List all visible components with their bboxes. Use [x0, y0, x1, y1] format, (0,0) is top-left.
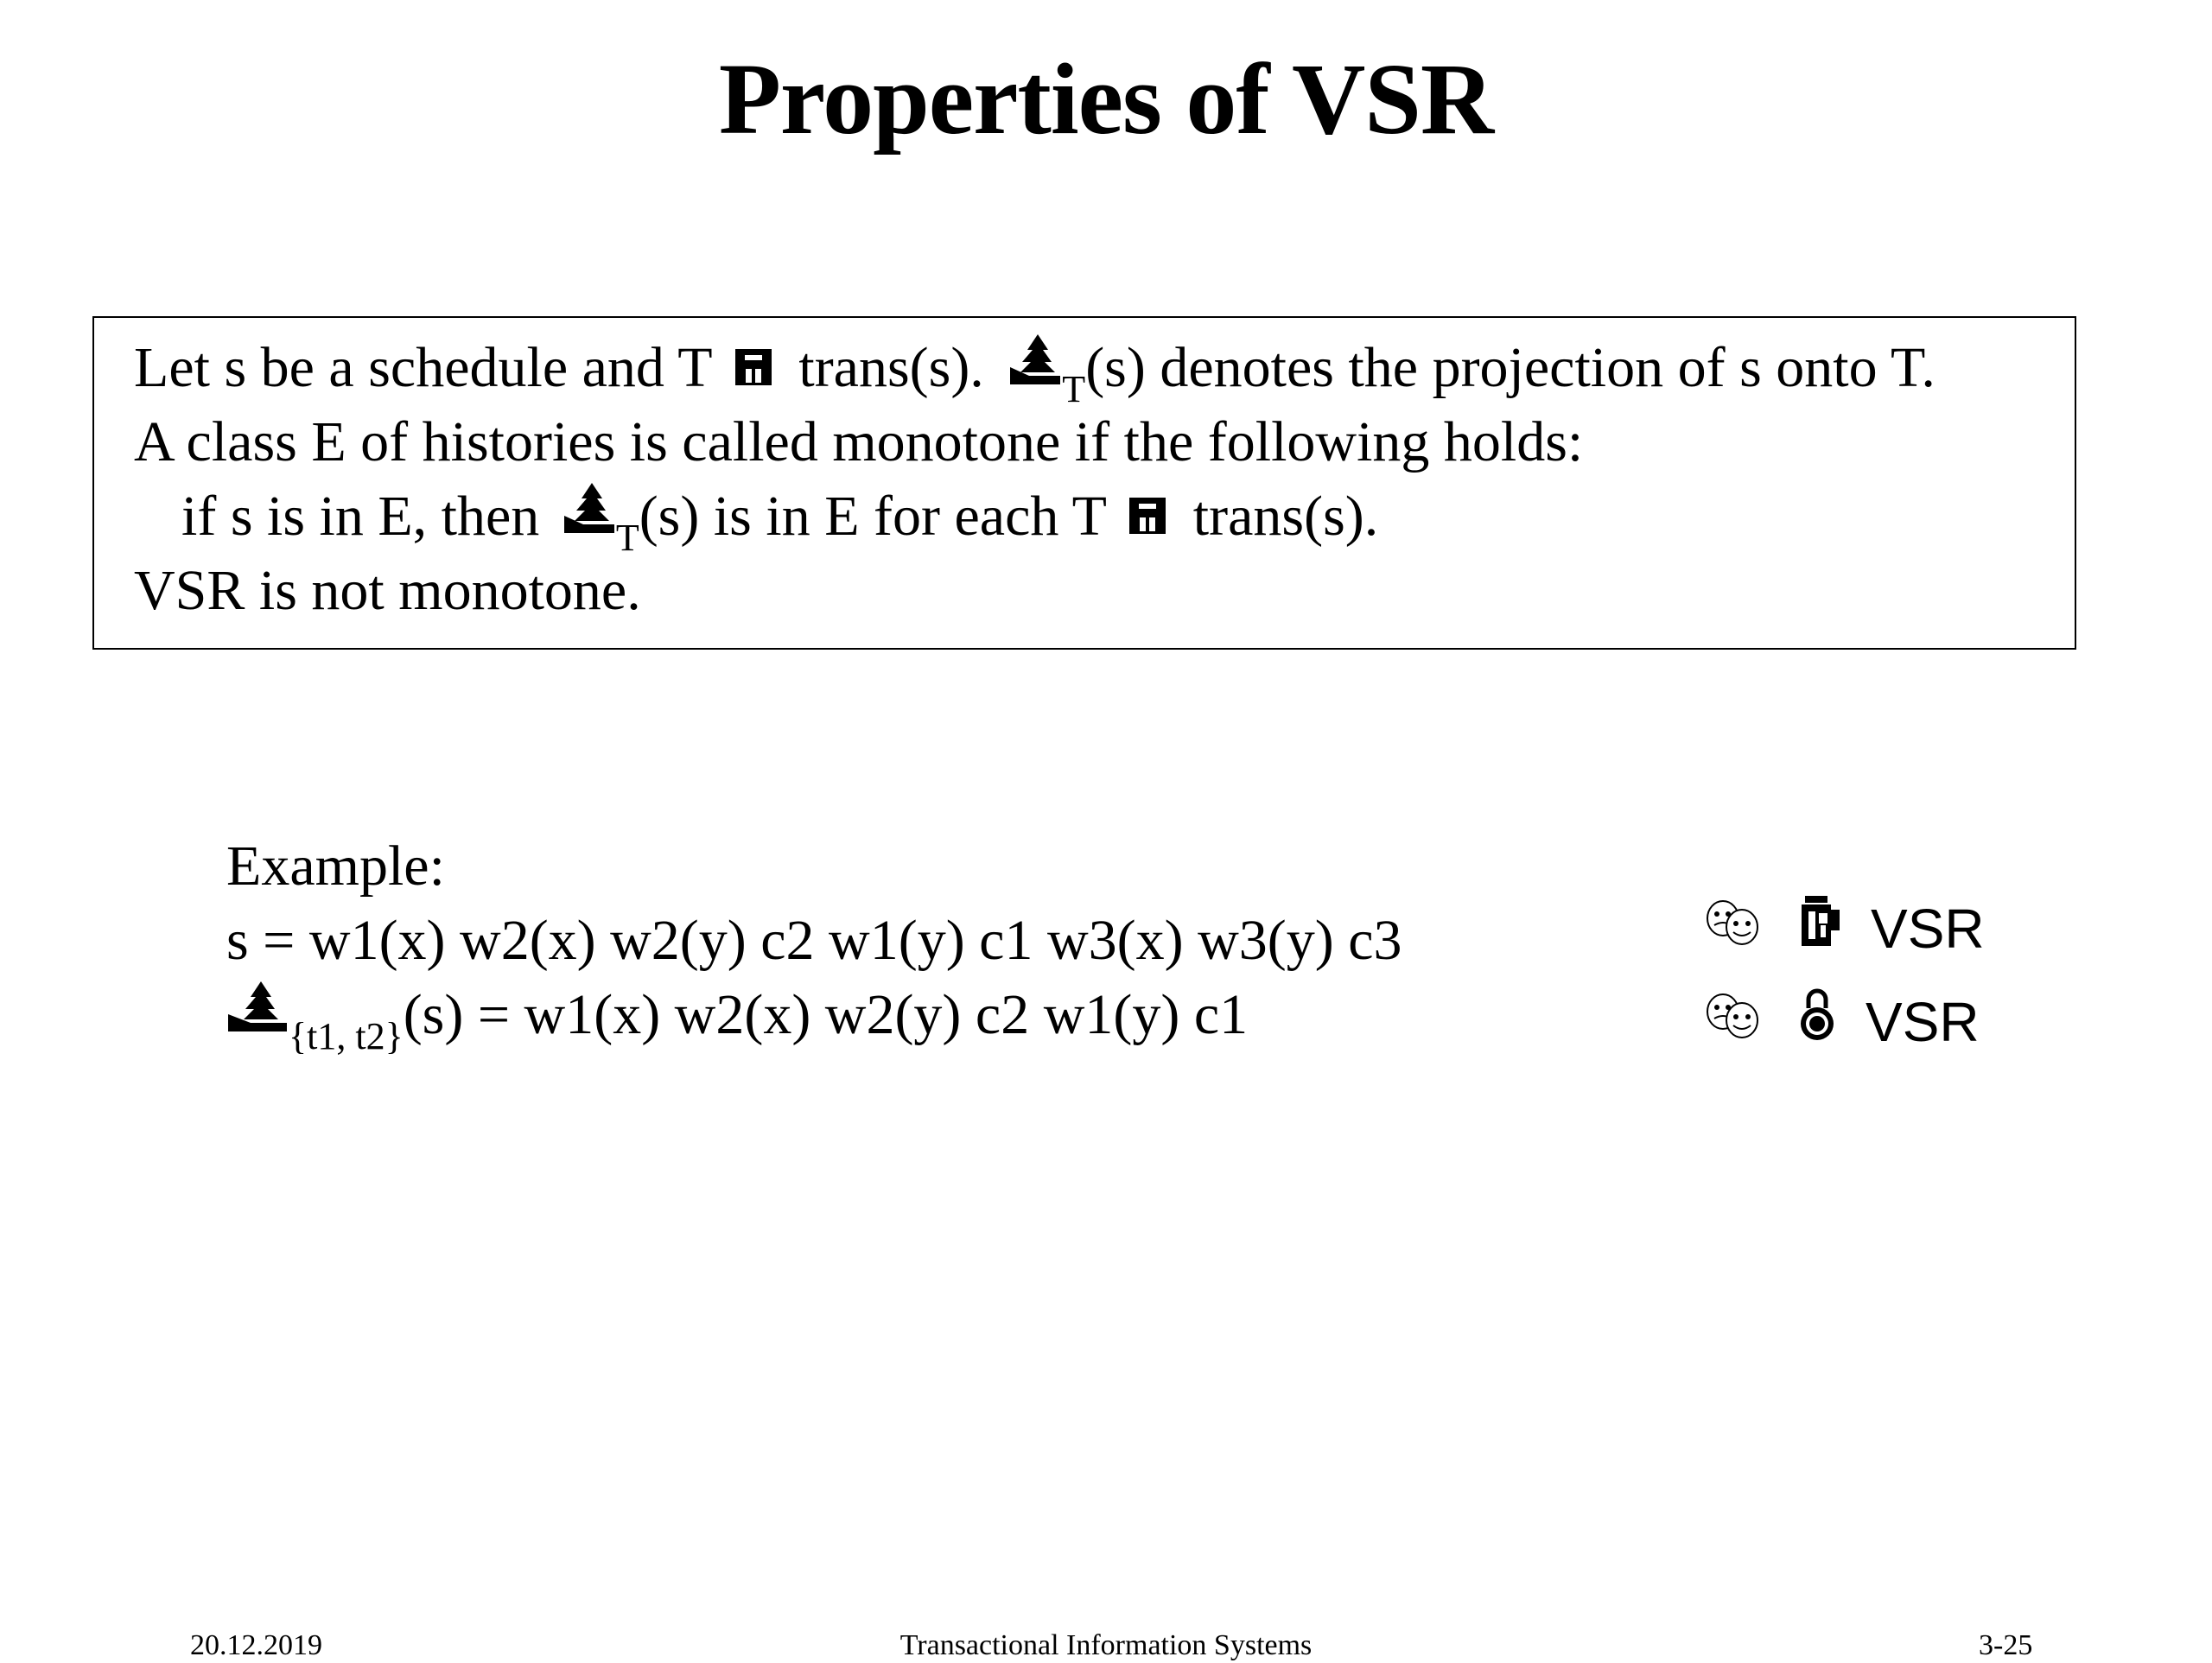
example-projection — [226, 978, 1248, 1058]
definition-text: trans(s). — [798, 336, 984, 399]
element-of-symbol-icon — [1128, 497, 1166, 535]
in-symbol-icon — [1798, 986, 1836, 1060]
element-of-symbol-icon — [734, 348, 772, 386]
example-schedule: s = w1(x) w2(x) w2(y) c2 w1(y) c1 w3(x) w3(y) c3 — [226, 909, 1402, 972]
definition-line-1 — [134, 331, 1936, 411]
definition-text: (s) denotes the projection of s onto T. — [1085, 336, 1936, 399]
projection-symbol-icon — [226, 980, 289, 1033]
status-row-2 — [1704, 985, 1980, 1060]
projection-expression: (s) = w1(x) w2(x) w2(y) c2 w1(y) c1 — [403, 983, 1249, 1046]
footer-date: 20.12.2019 — [190, 1629, 322, 1661]
projection-subscript: T — [615, 517, 639, 559]
definition-text: trans(s). — [1192, 485, 1379, 548]
projection-symbol-icon — [563, 481, 616, 535]
not-in-symbol-icon — [1798, 892, 1841, 967]
footer-page-number: 3-25 — [1979, 1629, 2033, 1661]
definition-line-2: A class E of histories is called monotone if the following holds: — [134, 410, 1584, 473]
status-label: VSR — [1871, 898, 1985, 960]
projection-symbol-icon — [1008, 333, 1062, 386]
example-heading: Example: — [226, 835, 445, 898]
definition-line-3 — [181, 479, 1378, 560]
projection-subscript: {t1, t2} — [289, 1015, 404, 1057]
theater-masks-icon — [1704, 986, 1761, 1060]
slide-title: Properties of VSR — [718, 42, 1494, 156]
definition-line-4: VSR is not monotone. — [134, 559, 641, 622]
footer-course: Transactional Information Systems — [899, 1629, 1313, 1661]
projection-subscript: T — [1062, 368, 1086, 410]
theater-masks-icon — [1704, 892, 1761, 967]
definition-text: Let s be a schedule and T — [134, 336, 712, 399]
definition-text: (s) is in E for each T — [639, 485, 1106, 548]
status-label: VSR — [1866, 991, 1980, 1053]
status-row-1 — [1704, 892, 1985, 967]
definition-text: if s is in E, then — [181, 485, 540, 548]
